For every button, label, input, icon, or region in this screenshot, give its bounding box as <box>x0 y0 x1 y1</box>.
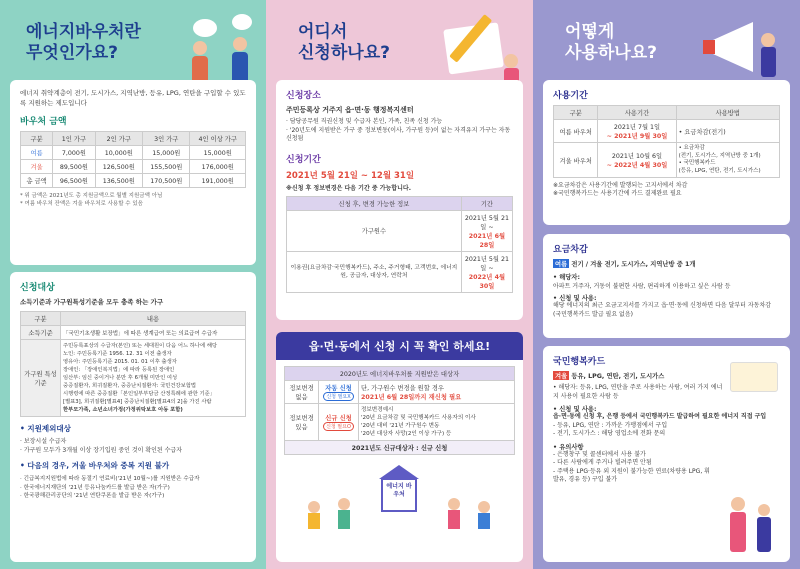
amount-header: 구분 <box>21 132 53 146</box>
cell <box>359 404 515 441</box>
people-chat-illustration <box>170 8 265 88</box>
member-line: 장애인: 「장애인복지법」에 따라 등록된 장애인 <box>63 367 175 373</box>
winter-method: (전기, 도시가스, 지역난방 중 1개) <box>678 152 761 159</box>
list-item: · 한국광해관리공단의 '21년 연탄쿠폰을 발급 받은 자(가구) <box>20 493 165 499</box>
bill-line-row <box>553 259 780 268</box>
hero-how <box>543 0 790 88</box>
usage-note: ※국민행복카드는 사용기간에 카드 결제완료 필요 <box>553 190 682 197</box>
dup-list <box>20 475 246 501</box>
cell <box>461 210 512 251</box>
title-line2: 사용하나요? <box>565 43 657 63</box>
card-use-item: 전기, 도시가스 : 해당 영업소에 전화 문의 <box>557 430 666 437</box>
summer-end: ~ 2021년 9월 30일 <box>606 133 668 140</box>
period-main: 2021년 5월 21일 ~ 12월 31일 <box>286 170 415 181</box>
cell: 170,500원 <box>143 174 190 188</box>
cell <box>598 143 676 178</box>
winter-start: 2021년 10월 6일 <box>611 153 663 160</box>
card-line: 등유, LPG, 연탄, 전기, 도시가스 <box>571 373 665 380</box>
winter-label: 겨울 바우처 <box>554 143 598 178</box>
summer-start: 2021년 7월 1일 <box>613 124 661 131</box>
amount-note: * 여름 바우처 잔액은 겨울 바우처로 사용할 수 있음 <box>20 201 143 207</box>
usage-note: ※요금차감은 사용기간에 발행되는 고지서에서 차감 <box>553 182 688 189</box>
card-use-list <box>553 422 780 439</box>
target-header: 내용 <box>61 312 246 326</box>
card-target: • 해당자: 등유, LPG, 연탄을 주로 사용하는 사람, 여러 가지 에너지 사용이 필요한 사람 등 <box>553 384 723 400</box>
bill-target: 아파트 거주자, 거동이 불편한 사람, 편리하게 이용하고 싶은 사람 등 <box>553 283 731 290</box>
list-item: - 등유, LPG, 연탄 : 가까운 가맹점에서 구입 <box>553 421 668 429</box>
dup-item: 한국에너지재단의 '21년 등유나눔카드를 발급 받은 자(가구) <box>23 484 170 491</box>
table-row <box>21 340 246 417</box>
table-row <box>285 441 515 455</box>
list-item: · 보장시설 수급자 <box>20 438 67 445</box>
member-label: 가구원 특성기준 <box>21 340 61 417</box>
bill-target-heading: • 해당자: <box>553 274 580 281</box>
row2-text: '20년 요금차감 및 국민행복카드 사용자의 이사 <box>361 415 476 421</box>
member-line: 한부모가족, 소년소녀가정(가정위탁보호 아동 포함) <box>63 407 183 413</box>
list-item: · 한국에너지재단의 '21년 등유나눔카드를 발급 받은 자(가구) <box>20 484 170 491</box>
table-row <box>287 210 513 251</box>
target-header: 구분 <box>21 312 61 326</box>
column-how <box>533 0 800 569</box>
bill-use-heading: • 신청 및 사용: <box>553 295 597 302</box>
member-line: 주민등록표상의 수급자(본인) 또는 세대원이 다음 어느 하나에 해당 <box>63 343 218 349</box>
people-illustration <box>720 490 782 556</box>
period-end: 2022년 4월 30일 <box>468 273 506 290</box>
place-item: '20년도에 지원받은 가구 중 정보변동(이사, 가구원 등)이 없는 자격유지 가구는 자동 신청됨 <box>286 126 511 142</box>
title-line2: 무엇인가요? <box>26 43 118 63</box>
row-label: 정보변경 없음 <box>285 381 319 404</box>
heading-what <box>26 22 141 64</box>
cell: 15,000원 <box>143 146 190 160</box>
list-item: - 은행창구 및 콜센터에서 사용 불가 <box>553 450 646 458</box>
card-title: 국민행복카드 <box>553 357 606 367</box>
bill-use: 해당 에너지의 최근 요금고지서를 가지고 읍·면·동에 신청하면 다음 달부터 자동차감 (국민행복카드 발급 필요 없음) <box>553 302 772 318</box>
community-illustration <box>284 459 515 531</box>
usage-header: 사용기간 <box>598 106 676 120</box>
period-start: 2021년 5월 21일 ~ <box>464 214 510 231</box>
period-end: 2021년 6월 28일 <box>468 232 506 249</box>
member-line: 영유아: 주민등록기준 2015. 01. 01 이후 출생자 <box>63 359 177 365</box>
winter-method: • 요금차감 <box>678 145 705 151</box>
cell <box>461 251 512 292</box>
period-start: 2021년 5월 21일 ~ <box>464 255 510 272</box>
list-item: · '20년도에 지원받은 가구 중 정보변동(이사, 가구원 등)이 없는 자격유지 가구는 자동 신청됨 <box>286 126 511 142</box>
summer-label: 여름 바우처 <box>554 120 598 143</box>
voucher-badge: 에너지 바우처 <box>386 483 412 498</box>
caution-item: 은행창구 및 콜센터에서 사용 불가 <box>557 450 646 458</box>
usage-title: 사용기간 <box>553 91 588 101</box>
cell: 96,500원 <box>53 174 95 188</box>
list-item: · 가구원 모두가 3개월 이상 장기입원 중인 것이 확인된 수급자 <box>20 446 183 454</box>
heading-where <box>298 22 390 64</box>
caution-heading: • 유의사항 <box>553 443 584 451</box>
target-desc: 소득기준과 가구원특성기준을 모두 충족 하는 가구 <box>20 298 164 306</box>
table-row <box>285 381 515 404</box>
caution-item: 다른 사람에게 주거나 빌려주면 안됨 <box>557 459 652 466</box>
table-row <box>554 120 780 143</box>
row2-text: '20년 대상자 사망(2인 이상 가구) 등 <box>361 431 452 437</box>
cell: 136,500원 <box>95 174 142 188</box>
amount-header: 2인 가구 <box>95 132 142 146</box>
target-table <box>20 311 246 417</box>
row1-text: 단, 가구원수 변경을 원할 경우 <box>361 385 445 392</box>
card-happy-card <box>543 346 790 562</box>
period-note: ※신청 후 정보변경은 다음 기간 중 가능합니다. <box>286 184 411 192</box>
dup-item: 한국광해관리공단의 '21년 연탄쿠폰을 발급 받은 자(가구) <box>23 493 165 499</box>
list-item: - 다른 사람에게 주거나 빌려주면 안됨 <box>553 459 652 466</box>
cell: 15,000원 <box>190 146 246 160</box>
cell: 10,000원 <box>95 146 142 160</box>
cell: 89,500원 <box>53 160 95 174</box>
cell: 126,500원 <box>95 160 142 174</box>
dup-title: • 다음의 경우, 겨울 바우처와 중복 지원 불가 <box>20 461 170 470</box>
card-check <box>276 332 523 562</box>
table-row <box>21 174 246 188</box>
cell: 176,000원 <box>190 160 246 174</box>
hero-where <box>276 0 523 88</box>
list-item: · 담당공무원 직권신청 및 수급자 본인, 가족, 친족 신청 가능 <box>286 118 443 125</box>
income-text: 「국민기초생활 보장법」에 따른 생계급여 또는 의료급여 수급자 <box>61 326 246 340</box>
cell <box>319 404 359 441</box>
column-where <box>266 0 533 569</box>
amount-note: * 위 금액은 2021년도 총 지원금액으로 월별 지원금액 아님 <box>20 193 163 199</box>
happy-card-image <box>730 362 778 392</box>
check-table <box>284 366 515 455</box>
target-title: 신청대상 <box>20 283 55 293</box>
table-row <box>21 160 246 174</box>
check-header: 2020년도 에너지바우처를 지원받은 대상자 <box>285 367 515 381</box>
caution-list <box>553 451 713 485</box>
list-item: - 전기, 도시가스 : 해당 영업소에 전화 문의 <box>553 430 666 437</box>
row2-text: 정보변경예시 <box>361 407 394 413</box>
amount-header: 3인 가구 <box>143 132 190 146</box>
pencil-paper-illustration <box>426 6 531 86</box>
table-row <box>287 251 513 292</box>
cell: 7,000원 <box>53 146 95 160</box>
cell <box>676 143 779 178</box>
column-what-is <box>0 0 266 569</box>
new-sub: 신청 필요O <box>323 422 354 431</box>
winter-method: (등유, LPG, 연탄, 전기, 도시가스) <box>678 167 761 174</box>
period-header: 신청 후, 변경 가능한 정보 <box>287 196 462 210</box>
place-title: 신청장소 <box>286 91 321 101</box>
usage-table <box>553 105 780 178</box>
cell: 가구원수 <box>287 210 462 251</box>
member-line: 임산부: 임신 중이거나 분만 후 6개월 미만인 여성 <box>63 375 178 381</box>
excl-item: 보장시설 수급자 <box>23 438 67 445</box>
table-row <box>21 326 246 340</box>
title-line1: 어떻게 <box>565 22 615 42</box>
cell <box>598 120 676 143</box>
card-use: 읍·면·동에 신청 후, 은행 등에서 국민행복카드 발급하여 필요한 에너지 직접 구입 <box>553 413 767 420</box>
title-line2: 신청하나요? <box>298 43 390 63</box>
card-voucher-intro <box>10 80 256 265</box>
card-use-heading: • 신청 및 사용: <box>553 406 597 413</box>
check-banner: 읍·면·동에서 신청 시 꼭 확인 하세요! <box>276 332 523 360</box>
card-use-item: 등유, LPG, 연탄 : 가까운 가맹점에서 구입 <box>557 421 668 429</box>
hero-what <box>10 0 256 88</box>
income-label: 소득기준 <box>21 326 61 340</box>
cell: 총 금액 <box>21 174 53 188</box>
heading-how <box>565 22 657 64</box>
megaphone-icon <box>693 10 798 85</box>
title-line1: 어디서 <box>298 22 348 42</box>
summer-method: • 요금차감(전기) <box>676 120 779 143</box>
place-item: 담당공무원 직권신청 및 수급자 본인, 가족, 친족 신청 가능 <box>289 118 443 125</box>
bill-title: 요금차감 <box>553 245 588 255</box>
period-title: 신청기간 <box>286 154 321 165</box>
cell <box>319 381 359 404</box>
period-table <box>286 196 513 293</box>
place-list <box>286 118 513 144</box>
member-line: 노인: 주민등록기준 1956. 12. 31 이전 출생자 <box>63 351 172 357</box>
cell: 155,500원 <box>143 160 190 174</box>
amount-title: 바우처 금액 <box>20 117 67 127</box>
list-item: - 주택용 LPG·등유 외 지원이 불가능한 연료(차량용 LPG, 휘발유, 경유 등) 구입 불가 <box>553 467 710 483</box>
card-target <box>10 272 256 562</box>
summer-chip: 여름 <box>555 261 568 268</box>
bill-line: 전기 / 겨울 전기, 도시가스, 지역난방 중 1개 <box>571 261 696 268</box>
member-line: 중증질환자, 희귀질환자, 중증난치질환자: 국민건강보험법 <box>63 383 197 389</box>
member-line: [별표3], 희귀질환[별표4] 중증난치질환[별표4의 2]을 가진 사람 <box>63 399 212 405</box>
cell <box>359 381 515 404</box>
auto-sub: 신청 필요X <box>323 392 353 401</box>
table-row <box>554 143 780 178</box>
title-line1: 에너지바우처란 <box>26 22 141 42</box>
place-main: 주민등록상 거주지 읍·면·동 행정복지센터 <box>286 106 414 114</box>
row1-text: 2021년 6월 28일까지 재신청 필요 <box>361 394 462 401</box>
usage-header: 사용방법 <box>676 106 779 120</box>
excl-item: 가구원 모두가 3개월 이상 장기입원 중인 것이 확인된 수급자 <box>23 446 183 454</box>
cell: 여름 <box>21 146 53 160</box>
winter-chip: 겨울 <box>555 373 568 380</box>
new-tag: 신규 신청 <box>325 415 352 422</box>
winter-method: • 국민행복카드 <box>678 160 716 166</box>
cell: 이용권(요금차감·국민행복카드), 주소, 주거형태, 고객번호, 에너지원, 공급자, 대상자, 연락처 <box>287 251 462 292</box>
row2-text: '20년 대비 '21년 가구원수 변동 <box>361 423 440 429</box>
bottom-note: 2021년도 신규대상자 : 신규 신청 <box>285 441 515 455</box>
row-label: 정보변경 있음 <box>285 404 319 441</box>
table-row <box>21 146 246 160</box>
auto-tag: 자동 신청 <box>325 385 352 392</box>
list-item: · 긴급복지지원법에 따라 동절기 연료비('21년 10월~)를 지원받은 수급자 <box>20 476 200 482</box>
member-line: 시행령에 따른 중증질환「본인일부부담금 산정특례에 관한 기준」 <box>63 391 216 397</box>
amount-table <box>20 131 246 188</box>
dup-item: 긴급복지지원법에 따라 동절기 연료비('21년 10월~)를 지원받은 수급자 <box>23 476 200 482</box>
usage-header: 구분 <box>554 106 598 120</box>
intro-text: 에너지 취약계층이 전기, 도시가스, 지역난방, 등유, LPG, 연탄을 구입할 수 있도록 지원하는 제도입니다 <box>20 89 246 107</box>
amount-header: 4인 이상 가구 <box>190 132 246 146</box>
period-header: 기간 <box>461 196 512 210</box>
excl-list <box>20 438 246 455</box>
cell: 191,000원 <box>190 174 246 188</box>
cell: 겨울 <box>21 160 53 174</box>
winter-end: ~ 2022년 4월 30일 <box>606 162 668 169</box>
card-application <box>276 80 523 320</box>
card-usage <box>543 80 790 225</box>
amount-header: 1인 가구 <box>53 132 95 146</box>
table-row <box>285 404 515 441</box>
excl-title: • 지원제외대상 <box>20 424 71 433</box>
member-lines <box>61 340 246 417</box>
caution-item: 주택용 LPG·등유 외 지원이 불가능한 연료(차량용 LPG, 휘발유, 경유 등) 구입 불가 <box>553 467 710 483</box>
card-bill <box>543 234 790 338</box>
